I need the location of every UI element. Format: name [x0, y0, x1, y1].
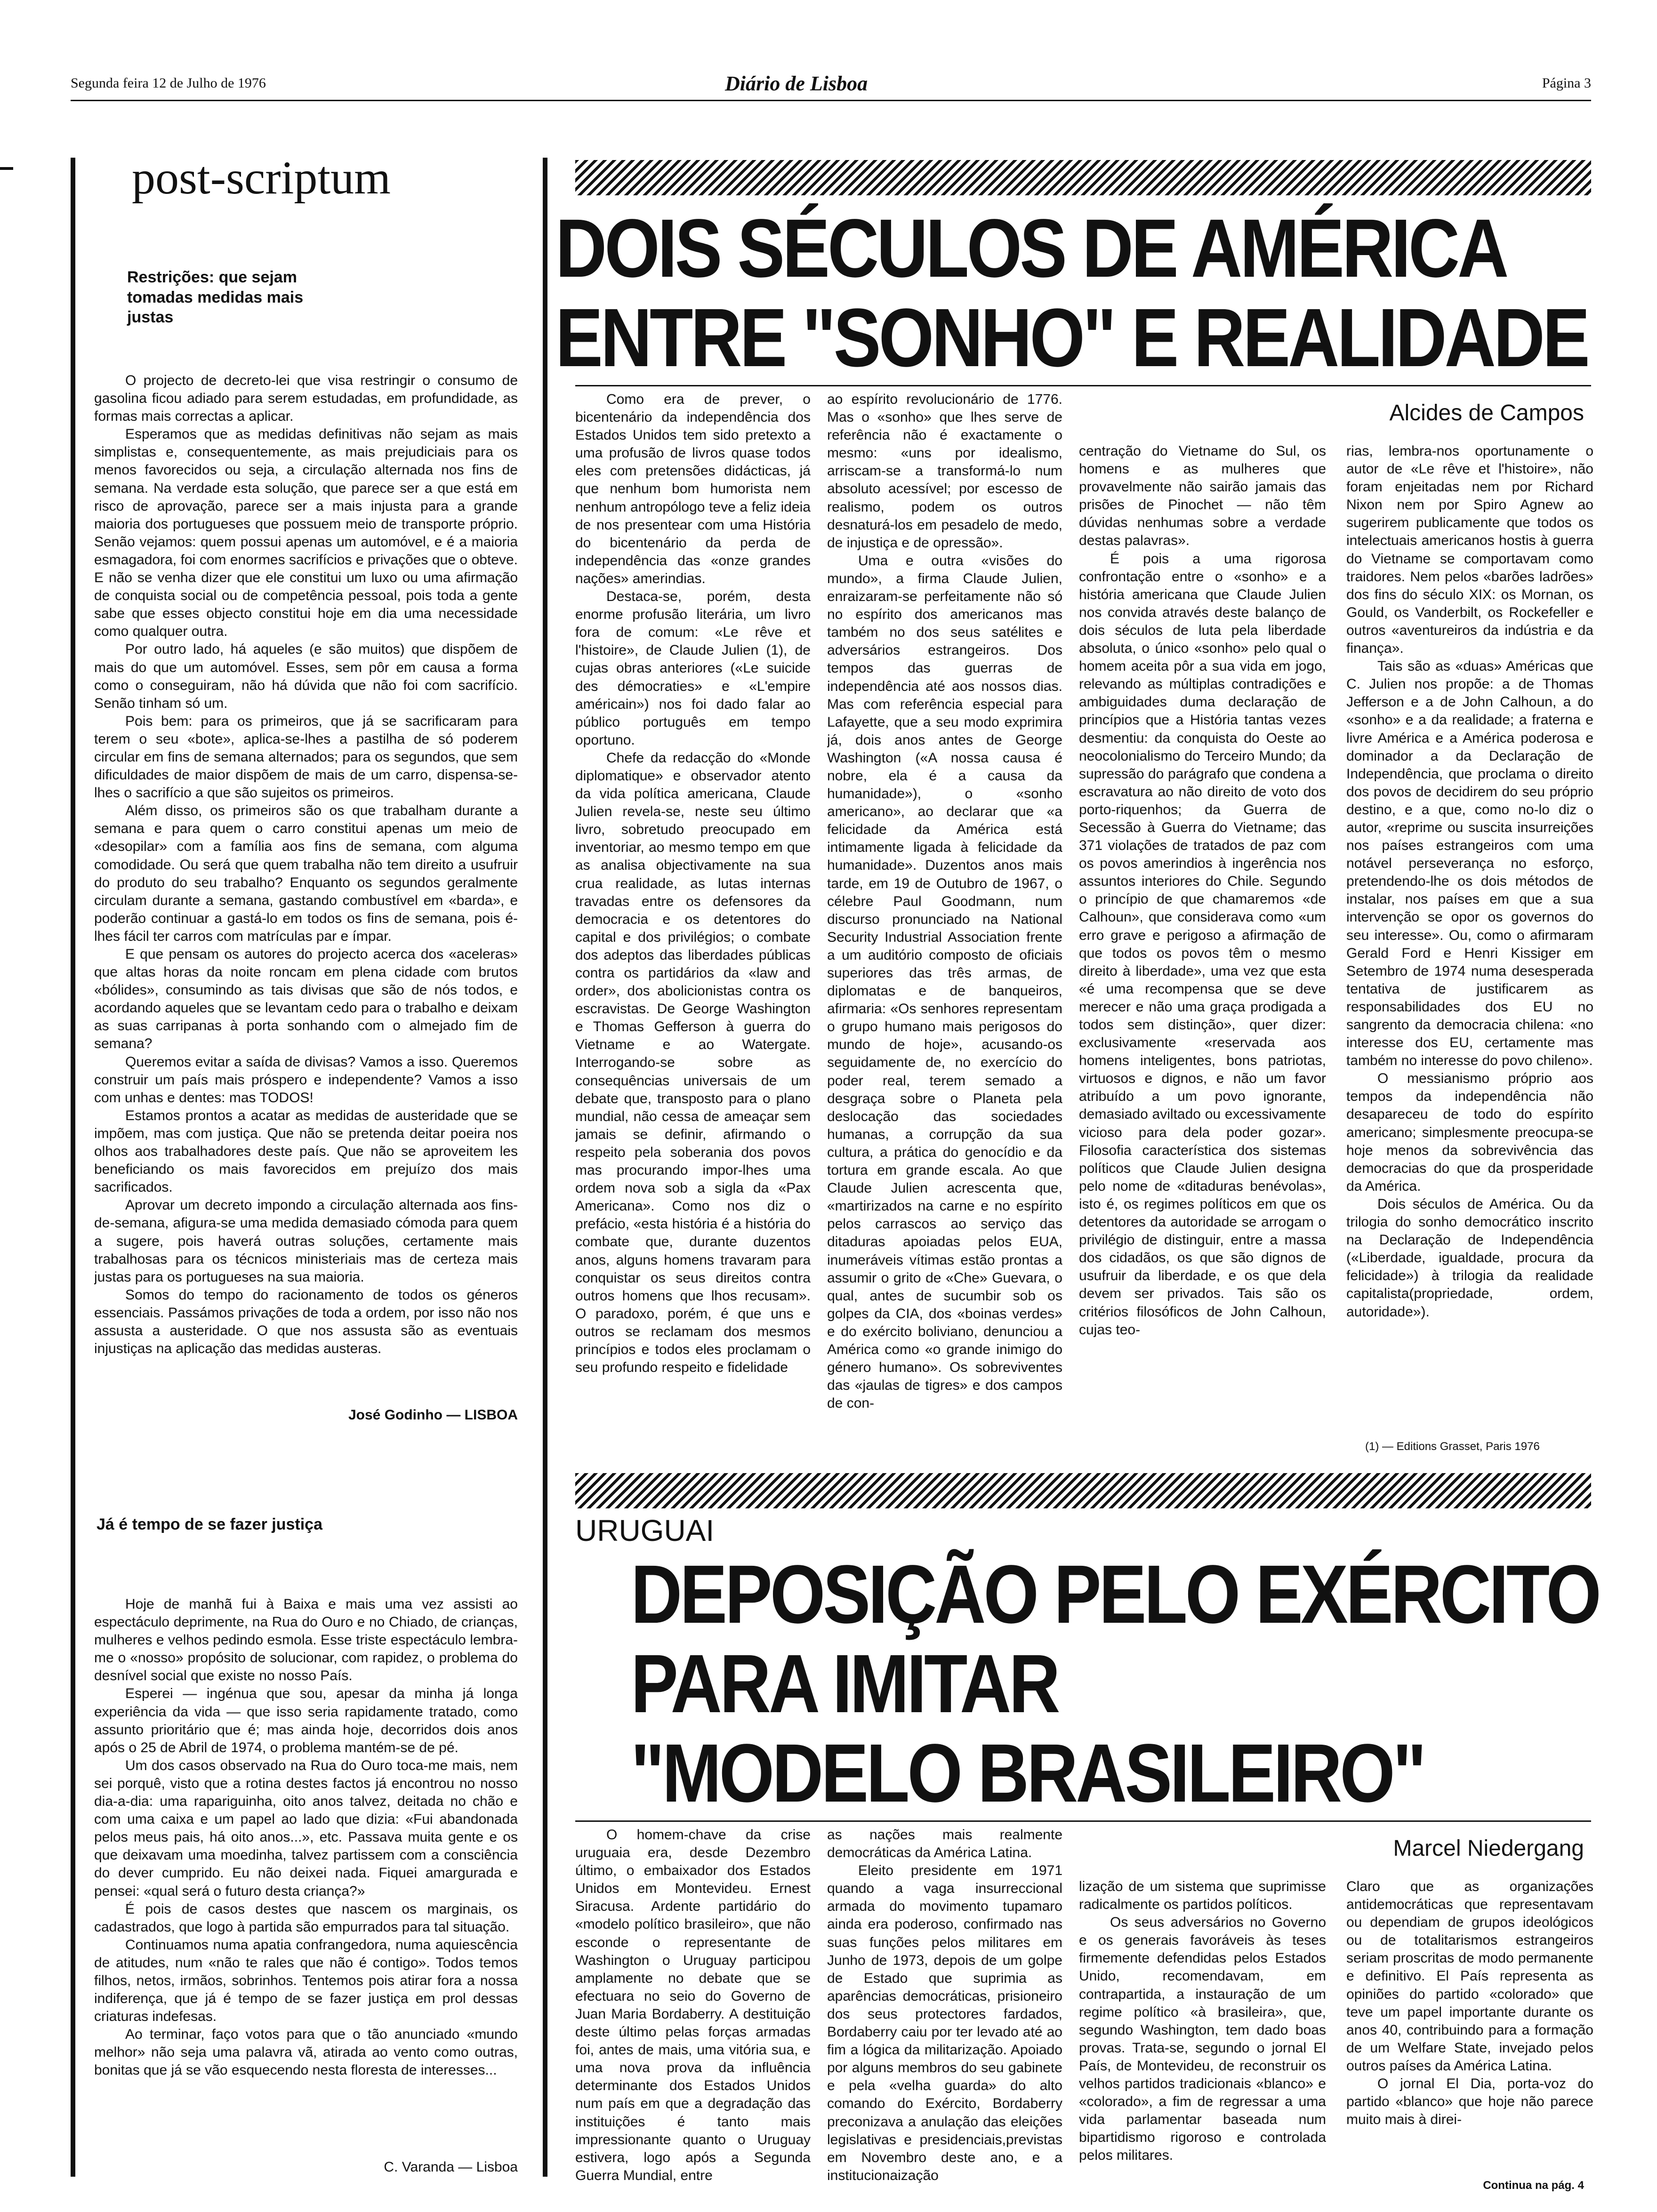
- paragraph: Como era de prever, o bicentenário da independência dos Estados Unidos tem sido pretexto a uma profusão de livros quase todos eles com pretensões didácticas, já que nenhum bom humorista nem nenhum antropólogo teve a feliz ideia de nos presentear com uma História do bicentenário da perda de independência das «onze grandes nações» amerindias.: [575, 392, 811, 586]
- margin-tick: [0, 167, 13, 170]
- article2-hatch-band: [575, 1473, 1591, 1508]
- article1-byline: Alcides de Campos: [1389, 401, 1584, 425]
- paragraph: Dois séculos de América. Ou da trilogia do sonho democrático inscrito na Declaração de Independência («Liberdade, igualdade, procura da felicidade») à trilogia da realidade capitalista(propriedade, ordem, autoridade»).: [1346, 1196, 1593, 1320]
- paragraph: É pois a uma rigorosa confrontação entre o «sonho» e a história americana que Claude Julien nos convida através deste balanço de dois séculos de luta pela liberdade absoluta, o único «sonho» pelo qual o homem aceita pôr a sua vida em jogo, relevando as múltiplas contradições e ambiguidades duma declaração de princípios que a História tantas vezes desmentiu: da conquista do Oeste ao neocolonialismo do Terceiro Mundo; da supressão do parágrafo que condena a escravatura ao não direito de voto dos porto-riquenhos; da Guerra de Secessão à Guerra do Vietname; das 371 violações de tratados de paz com os povos amerindios à ingerência nos assuntos interiores do Chile. Segundo o princípio de que chamaremos «de Calhoun», que considerava como «um erro grave e perigoso a afirmação de que todos os povos têm o mesmo direito à liberdade», uma vez que esta «é uma recompensa que se deve merecer e não uma graça prodigada a todos sem distinção», quer dizer: exclusivamente «reservada aos homens inteligentes, bons patriotas, virtuosos e dignos, e não um favor atribuído a um povo ignorante, demasiado aviltado ou excessivamente vicioso para dela poder gozar». Filosofia característica dos sistemas políticos que Claude Julien designa pelo nome de «ditaduras benévolas», isto é, os regimes políticos em que os detentores da autoridade se arrogam o privilégio de distinguir, entre a massa dos cidadãos, os que são dignos de usufruir da liberdade, e os que dela devem ser privados. Tais são os critérios filosóficos de John Calhoun, cujas teo-: [1079, 551, 1326, 1338]
- paragraph: Um dos casos observado na Rua do Ouro toca-me mais, nem sei porquê, visto que a rotina destes factos já encontrou no nosso dia-a-dia: uma rapariguinha, oito anos talvez, deitada no chão e com uma caixa e um papel ao lado que dizia: «Fui abandonada pelos meus pais, há oito anos...», etc. Passava muita gente e os que deixavam uma moedinha, talvez partissem com a consciência do dever cumprido. Eu não deixei nada. Fiquei amargurada e pensei: «qual será o futuro desta criança?»: [94, 1757, 518, 1899]
- paragraph: as nações mais realmente democráticas da América Latina.: [827, 1827, 1062, 1861]
- article2-column-4: [1346, 1878, 1593, 2174]
- article1-footnote: (1) — Editions Grasset, Paris 1976: [1365, 1440, 1540, 1453]
- article2-title-rule: [575, 1820, 1591, 1822]
- article2-byline: Marcel Niedergang: [1393, 1836, 1584, 1861]
- paragraph: lização de um sistema que suprimisse radicalmente os partidos políticos.: [1079, 1879, 1326, 1913]
- article1-hatch-band: [575, 160, 1591, 195]
- newspaper-masthead: Diário de Lisboa: [725, 72, 868, 95]
- paragraph: Claro que as organizações antidemocráticas que representavam ou dependiam de grupos ideológicos ou de totalitarismos estrangeiros seriam proscritas de modo permanente e definitivo. El País representa as opiniões do partido «colorado» que teve um papel importante durante os anos 40, contribuindo para a formação de um Welfare State, invejado pelos outros países da América Latina.: [1346, 1879, 1593, 2074]
- paragraph: Esperamos que as medidas definitivas não sejam as mais simplistas e, consequentemente, as mais prejudiciais para os menos favorecidos ou seja, a circulação alternada nos fins de semana. Na verdade esta solução, que parece ser a que está em risco de aprovação, parece ser a mais injusta para a grande maioria dos portugueses que possuem meio de transporte próprio. Senão vejamos: quem possui apenas um automóvel, e é a maioria esmagadora, foi com enormes sacrifícios e privações que o obteve. E não se venha dizer que ele constitui um luxo ou uma afirmação de conquista social ou de competência pessoal, pois toda a gente sabe que esses objecto constitui hoje em dia uma necessidade como qualquer outra.: [94, 426, 518, 640]
- paragraph: Os seus adversários no Governo e os generais favoráveis às teses firmemente defendidas pelos Estados Unido, recomendavam, em contrapartida, a instauração de um regime político «à brasileira», que, segundo Washington, tem dado boas provas. Trata-se, segundo o jornal El País, de Montevideu, de reconstruir os velhos partidos tradicionais «blanco» e «colorado», a fim de regressar a uma vida parlamentar baseada num bipartidismo rigoroso e controlada pelos militares.: [1079, 1915, 1326, 2164]
- paragraph: O homem-chave da crise uruguaia era, desde Dezembro último, o embaixador dos Estados Unidos em Montevideu. Ernest Siracusa. Ardente partidário do «modelo político brasileiro», que não esconde o representante de Washington o Uruguay participou amplamente no debate que se efectuara no seio do Governo de Juan Maria Bordaberry. A destituição deste último pelas forças armadas foi, antes de mais, uma vitória sua, e uma nova prova da influência determinante dos Estados Unidos num país em que a degradação das instituições é tanto mais impressionante quanto o Uruguay estivera, logo após a Segunda Guerra Mundial, entre: [575, 1827, 811, 2183]
- paragraph: Uma e outra «visões do mundo», a firma Claude Julien, enraizaram-se perfeitamente não só no espírito dos americanos mas também no dos seus satélites e adversários estrangeiros. Dos tempos das guerras de independência até aos nossos dias. Mas com referência especial para Lafayette, que a seu modo exprimira já, dois anos antes de George Washington («A nossa causa é nobre, ela é a causa da humanidade»), o «sonho americano», ao declarar que «a felicidade da América está intimamente ligada à felicidade da humanidade». Duzentos anos mais tarde, em 19 de Outubro de 1967, o célebre Paul Goodmann, num discurso pronunciado na National Security Industrial Association frente a um auditório composto de oficiais superiores das três armas, de diplomatas e de banqueiros, afirmaria: «Os senhores representam o grupo humano mais perigosos do mundo de hoje», acusando-os seguidamente de, no exercício do poder real, terem semado a desgraça sobre o Planeta pela deslocação das sociedades humanas, a corrupção da sua cultura, a prática do genocídio e da tortura em grande escala. Ao que Claude Julien acrescenta que, «martirizados na carne e no espírito pelos carrascos ao serviço das ditaduras apoiadas pelos EUA, inumeráveis vítimas estão prontas a assumir o grito de «Che» Guevara, o qual, antes de sucumbir sob os golpes da CIA, dos «boinas verdes» e do exército boliviano, denunciou a América como «o grande inimigo do género humano». Os sobreviventes das «jaulas de tigres» e dos campos de con-: [827, 553, 1062, 1411]
- header-rule: [71, 100, 1591, 101]
- justica-body: [94, 1595, 518, 2151]
- article1-column-2: [827, 391, 1062, 1459]
- paragraph: O jornal El Dia, porta-voz do partido «blanco» que hoje não parece muito mais à direi-: [1346, 2076, 1593, 2128]
- restricoes-headline: Restrições: que sejam tomadas medidas mais justas: [127, 268, 304, 326]
- article2-title-line3: "MODELO BRASILEIRO": [631, 1727, 1424, 1819]
- paragraph: É pois de casos destes que nascem os marginais, os cadastrados, que logo à partida são empurrados para tal situação.: [94, 1901, 518, 1935]
- postscriptum-right-rule: [543, 158, 547, 2177]
- paragraph: Somos do tempo do racionamento de todos os géneros essenciais. Passámos privações de toda a ordem, por isso não nos assusta a austeridade. O que nos assusta são as eventuais injustiças na aplicação das medidas austeras.: [94, 1287, 518, 1357]
- paragraph: O messianismo próprio aos tempos da independência não desapareceu de todo do espírito americano; simplesmente preocupa-se hoje menos da sobrevivência das democracias do que da prosperidade da América.: [1346, 1071, 1593, 1194]
- paragraph: Queremos evitar a saída de divisas? Vamos a isso. Queremos construir um país mais próspero e independente? Vamos a isso com unhas e dentes: mas TODOS!: [94, 1054, 518, 1106]
- article1-title-rule: [575, 385, 1591, 386]
- restricoes-signature: José Godinho — LISBOA: [348, 1407, 518, 1423]
- postscriptum-title: post-scriptum: [132, 152, 391, 204]
- article2-column-1: [575, 1826, 811, 2193]
- paragraph: Além disso, os primeiros são os que trabalham durante a semana e para quem o carro constitui apenas um meio de «desopilar» com a família aos fins de semana, com alguma comodidade. Ou será que quem trabalha não tem direito a usufruir do produto do seu trabalho? Enquanto os segundos geralmente circulam durante a semana, gastando combustível em «barda», e poderão continuar a gastá-lo em todos os fins de semana, pois é-lhes fácil ter carros com matrículas par e ímpar.: [94, 803, 518, 944]
- paragraph: Continuamos numa apatia confrangedora, numa aquiescência de atitudes, num «não te rales que não é contigo». Todos temos filhos, netos, irmãos, sobrinhos. Tentemos pois atirar fora a nossa indiferença, que já é tempo de se fazer justiça em prol dessas criaturas indefesas.: [94, 1937, 518, 2025]
- justica-signature: C. Varanda — Lisboa: [384, 2159, 518, 2175]
- paragraph: E que pensam os autores do projecto acerca dos «aceleras» que altas horas da noite roncam em plena cidade com brutos «bólides», consumindo as tais divisas que são de nós todos, e acordando aqueles que se levantam cedo para o trabalho e deixam as suas carripanas à porta sonhando com o almejado fim de semana?: [94, 946, 518, 1052]
- paragraph: centração do Vietname do Sul, os homens e as mulheres que provavelmente não sairão jamais das prisões de Pinochet — não têm dúvidas nenhumas sobre a verdade destas palavras».: [1079, 443, 1326, 549]
- page-number: Página 3: [1542, 75, 1591, 91]
- paragraph: Esperei — ingénua que sou, apesar da minha já longa experiência da vida — que isso seria rapidamente tratado, como assunto prioritário que é; mas ainda hoje, decorridos dois anos após o 25 de Abril de 1974, o problema mantém-se de pé.: [94, 1686, 518, 1755]
- paragraph: Aprovar um decreto impondo a circulação alternada aos fins-de-semana, afigura-se uma medida demasiado cómoda para quem a sugere, pois haverá outras soluções, certamente mais trabalhosas para os técnicos ministeriais mas de certeza mais justas para os portugueses na sua maioria.: [94, 1197, 518, 1285]
- paragraph: Pois bem: para os primeiros, que já se sacrificaram para terem o seu «bote», aplica-se-lhes a pastilha de só poderem circular em fins de semana alternados; para os segundos, que sem dificuldades de maior dispõem de mais de um carro, dispensa-se-lhes o sacrifício a que são sujeitos os primeiros.: [94, 713, 518, 801]
- paragraph: ao espírito revolucionário de 1776. Mas o «sonho» que lhes serve de referência não é exactamente o mesmo: «uns por idealismo, arriscam-se a transformá-lo num absoluto acessível; por escesso de realismo, podem os outros desnaturá-los em pesadelo de medo, de injustiça e de opressão».: [827, 392, 1062, 551]
- paragraph: Hoje de manhã fui à Baixa e mais uma vez assisti ao espectáculo deprimente, na Rua do Ouro e no Chiado, de crianças, mulheres e velhos pedindo esmola. Esse triste espectáculo lembra-me o «nosso» propósito de solucionar, com rapidez, o problema do desnível social que existe no nosso País.: [94, 1596, 518, 1684]
- article1-title-line1: DOIS SÉCULOS DE AMÉRICA: [555, 202, 1507, 295]
- article2-title-line1: DEPOSIÇÃO PELO EXÉRCITO: [631, 1548, 1599, 1641]
- article1-column-4: [1346, 442, 1593, 1431]
- paragraph: Por outro lado, há aqueles (e são muitos) que dispõem de mais do que um automóvel. Esses, sem pôr em causa a forma como o conseguiram, não há dúvida que não foi com sacrifício. Senão tinham só um.: [94, 641, 518, 711]
- postscriptum-left-rule: [71, 158, 75, 2177]
- article2-column-3: [1079, 1878, 1326, 2193]
- paragraph: Ao terminar, faço votos para que o tão anunciado «mundo melhor» não seja uma palavra vã, atirada ao vento como outras, bonitas que já se vão esquecendo nesta floresta de interesses...: [94, 2027, 518, 2078]
- paragraph: Chefe da redacção do «Monde diplomatique» e observador atento da vida política americana, Claude Julien revela-se, neste seu último livro, sobretudo preocupado em inventoriar, ao mesmo tempo em que as analisa objectivamente na sua crua realidade, as lutas internas travadas entre os defensores da democracia e os detentores do capital e dos privilégios; o combate dos adeptos das liberdades públicas contra os partidários da «law and order», dos abolicionistas contra os escravistas. De George Washington e Thomas Gefferson à guerra do Vietname e ao Watergate. Interrogando-se sobre as consequências universais de um debate que, transposto para o plano mundial, não cessa de ameaçar sem jamais se definir, afirmando o respeito pela soberania dos povos mas procurando impor-lhes uma ordem nova sob a sigla da «Pax Americana». Como nos diz o prefácio, «esta história é a história do combate que, durante duzentos anos, alguns homens travaram para conquistar os seus direitos contra outros homens que lhos recusam». O paradoxo, porém, é que uns e outros se reclamam dos mesmos princípios e todos eles proclamam o seu profundo respeito e fidelidade: [575, 750, 811, 1376]
- paragraph: O projecto de decreto-lei que visa restringir o consumo de gasolina ficou adiado para serem estudadas, em profundidade, as formas mais correctas a aplicar.: [94, 373, 518, 425]
- paragraph: Estamos prontos a acatar as medidas de austeridade que se impõem, mas com justiça. Que não se pretenda deitar poeira nos olhos aos trabalhadores deste país. Que não se aproveitem les beneficiando os mais favorecidos em prejuízo dos mais sacrificados.: [94, 1107, 518, 1195]
- paragraph: Tais são as «duas» Américas que C. Julien nos propõe: a de Thomas Jefferson e a de John Calhoun, a do «sonho» e a da realidade; a fraterna e livre América e a América poderosa e dominador a da Declaração de Independência, que proclama o direito dos povos de decidirem do seu próprio destino, e a que, como no-lo diz o autor, «reprime ou suscita insurreições nos países estrangeiros com uma notável perseverança no esforço, pretendendo-lhe os dois métodos de instalar, nos países em que a sua intervenção se opor os governos do seu interesse». Ou, como o afirmaram Gerald Ford e Henri Kissiger em Setembro de 1974 numa desesperada tentativa de justificarem as responsabilidades dos EU no sangrento da democracia chilena: «no interesse dos EU, certamente mas também no interesse do povo chileno».: [1346, 658, 1593, 1069]
- article1-column-1: [575, 391, 811, 1459]
- article2-title-line2: PARA IMITAR: [631, 1638, 1058, 1730]
- paragraph: Eleito presidente em 1971 quando a vaga insurreccional armada do movimento tupamaro ainda era poderoso, confirmado nas suas funções pelos militares em Junho de 1973, depois de um golpe de Estado que suprimia as aparências democráticas, prisioneiro dos seus protectores fardados, Bordaberry caiu por ter levado até ao fim a lógica da militarização. Apoiado por alguns membros do seu gabinete e pela «velha guarda» do alto comando do Exército, Bordaberry preconizava a anulação das eleições legislativas e presidenciais,previstas em Novembro deste ano, e a institucionaização: [827, 1863, 1062, 2183]
- restricoes-body: [94, 372, 518, 1407]
- article2-kicker: URUGUAI: [575, 1514, 715, 1547]
- issue-date: Segunda feira 12 de Julho de 1976: [71, 75, 266, 91]
- paragraph: rias, lembra-nos oportunamente o autor de «Le rêve et l'histoire», não foram enjeitadas nem por Richard Nixon nem por Spiro Agnew ao sugerirem publicamente que todos os intelectuais americanos hostis à guerra do Vietname se comportavam como traidores. Nem pelos «barões ladrões» dos fins do século XIX: os Mornan, os Gould, os Vanderbilt, os Rockefeller e outros «aventureiros da indústria e da finança».: [1346, 443, 1593, 657]
- article1-column-3: [1079, 442, 1326, 1459]
- justica-headline: Já é tempo de se fazer justiça: [97, 1515, 322, 1533]
- paragraph: Destaca-se, porém, desta enorme profusão literária, um livro fora de comum: «Le rêve et l'histoire», de Claude Julien (1), de cujas obras anteriores («Le suicide des démocraties» e «L'empire américain») nos foi dado falar ao público português em tempo oportuno.: [575, 589, 811, 748]
- article1-title-line2: ENTRE "SONHO" E REALIDADE: [555, 292, 1588, 384]
- article2-column-2: [827, 1826, 1062, 2193]
- continued-note: Continua na pág. 4: [1483, 2179, 1584, 2192]
